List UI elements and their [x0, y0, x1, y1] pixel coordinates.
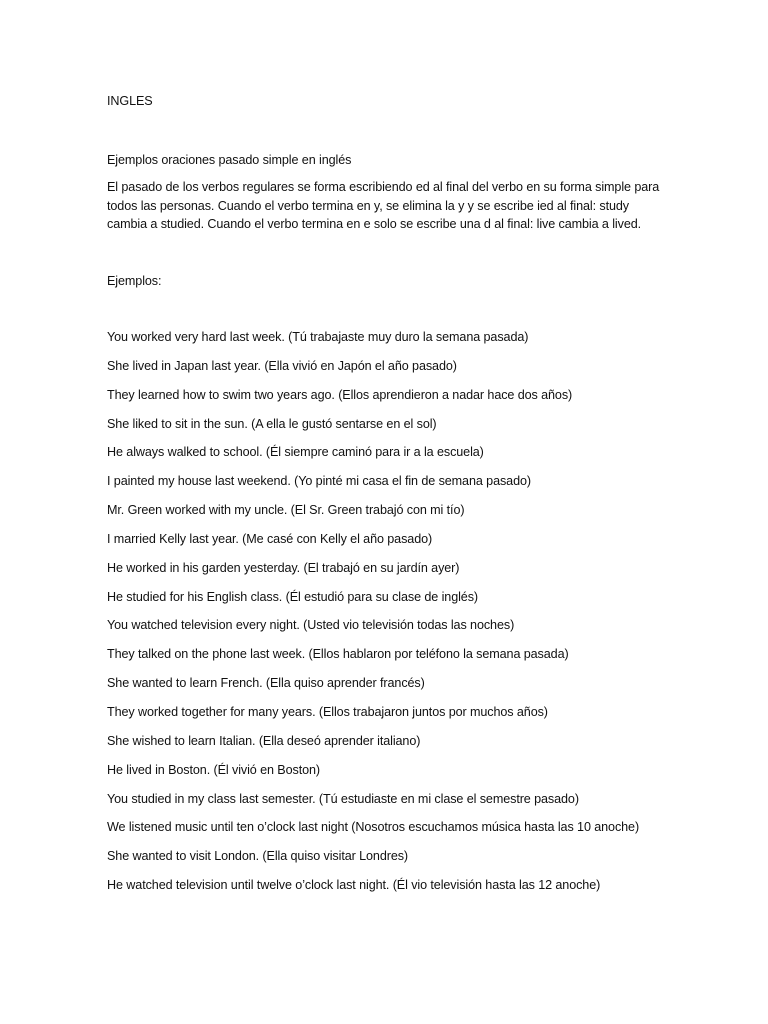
- document-subtitle: Ejemplos oraciones pasado simple en inglés: [107, 152, 352, 167]
- example-sentence: He studied for his English class. (Él estudió para su clase de inglés): [107, 589, 479, 604]
- example-sentence: She wanted to learn French. (Ella quiso aprender francés): [107, 676, 425, 691]
- example-sentence: They learned how to swim two years ago. (Ellos aprendieron a nadar hace dos años): [107, 387, 573, 402]
- example-sentence: He lived in Boston. (Él vivió en Boston): [107, 762, 320, 777]
- example-sentence: He always walked to school. (Él siempre caminó para ir a la escuela): [107, 445, 484, 460]
- example-sentence: She wanted to visit London. (Ella quiso visitar Londres): [107, 849, 409, 864]
- document-title: INGLES: [107, 94, 153, 108]
- example-sentence: I married Kelly last year. (Me casé con Kelly el año pasado): [107, 531, 433, 546]
- example-sentence: You watched television every night. (Usted vio televisión todas las noches): [107, 618, 515, 633]
- example-sentence: We listened music until ten o’clock last night (Nosotros escuchamos música hasta las 10 anoche): [107, 820, 640, 835]
- example-sentence: You worked very hard last week. (Tú trabajaste muy duro la semana pasada): [107, 330, 529, 344]
- explanation-paragraph: El pasado de los verbos regulares se forma escribiendo ed al final del verbo en su forma simple para todos las personas. Cuando el verbo termina en y, se elimina la y y se escribe ied al final: study cambia a studied. Cuando el verbo termina en e solo se escribe una d al final: live cambia a lived.: [107, 180, 660, 231]
- examples-list: [107, 328, 667, 895]
- examples-heading: Ejemplos:: [107, 273, 162, 288]
- example-sentence: She wished to learn Italian. (Ella deseó aprender italiano): [107, 733, 421, 748]
- example-sentence: They talked on the phone last week. (Ellos hablaron por teléfono la semana pasada): [107, 647, 569, 662]
- example-sentence: She lived in Japan last year. (Ella vivió en Japón el año pasado): [107, 358, 457, 373]
- example-sentence: She liked to sit in the sun. (A ella le gustó sentarse en el sol): [107, 416, 437, 431]
- example-sentence: You studied in my class last semester. (Tú estudiaste en mi clase el semestre pasado): [107, 791, 579, 806]
- example-sentence: He watched television until twelve o’clock last night. (Él vio televisión hasta las 12 anoche): [107, 878, 601, 893]
- example-sentence: I painted my house last weekend. (Yo pinté mi casa el fin de semana pasado): [107, 474, 531, 489]
- example-sentence: He worked in his garden yesterday. (El trabajó en su jardín ayer): [107, 560, 460, 575]
- document-content: [107, 92, 667, 905]
- example-sentence: They worked together for many years. (Ellos trabajaron juntos por muchos años): [107, 704, 548, 719]
- example-sentence: Mr. Green worked with my uncle. (El Sr. Green trabajó con mi tío): [107, 503, 465, 518]
